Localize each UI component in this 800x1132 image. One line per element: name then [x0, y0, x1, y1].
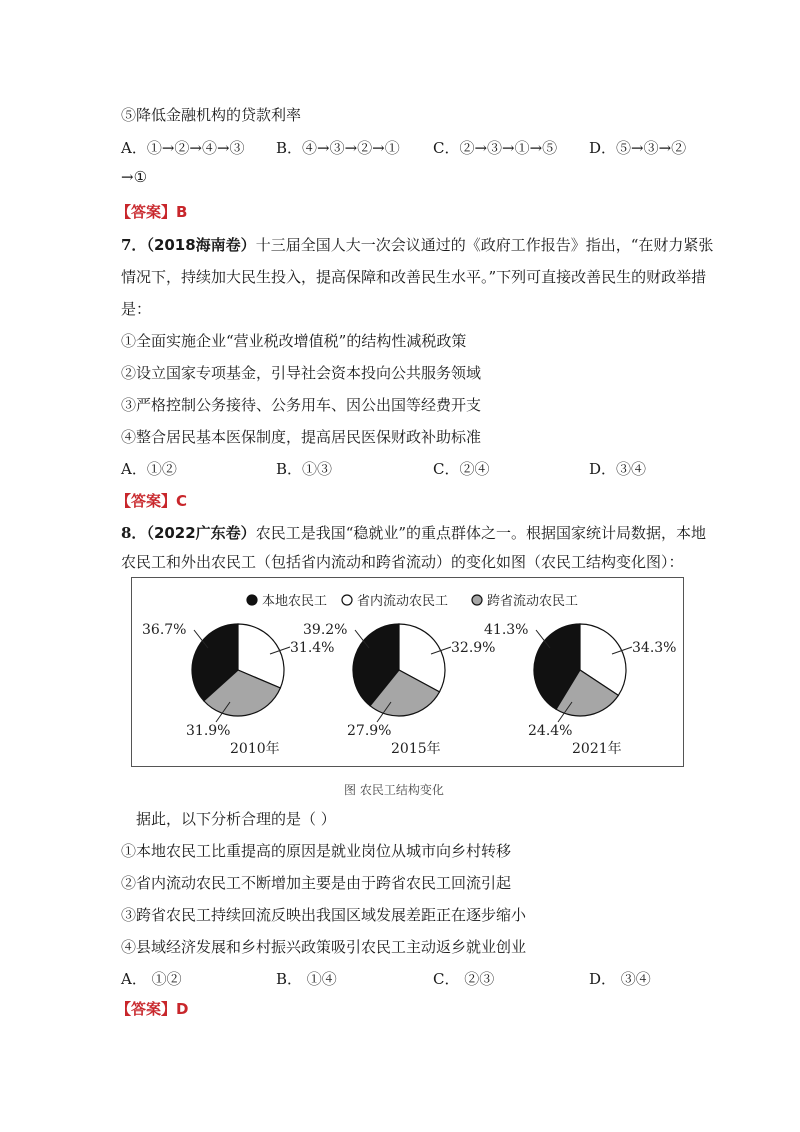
answer-value: B — [176, 203, 188, 221]
data-label-in-province: 34.3% — [632, 640, 677, 656]
q8-stem-text: 农民工是我国“稳就业”的重点群体之一。根据国家统计局数据，本地 — [255, 524, 707, 542]
pie-year-label: 2021年 — [572, 741, 622, 757]
legend-marker-1 — [247, 595, 257, 605]
prev-option-a: A．①→②→④→③ — [121, 139, 245, 157]
q7-option-b: B．①③ — [276, 460, 333, 478]
q8-lead: 据此，以下分析合理的是（ ） — [136, 810, 336, 828]
q8-item-2: ②省内流动农民工不断增加主要是由于跨省农民工回流引起 — [121, 874, 512, 892]
q7-stem-line3: 是： — [121, 300, 152, 318]
q8-option-a: A． ①② — [121, 970, 182, 988]
answer-value: D — [176, 1000, 189, 1018]
prev-option-b: B．④→③→②→① — [276, 139, 400, 157]
q7-answer — [116, 490, 187, 511]
q7-stem-line1 — [121, 234, 713, 255]
q7-number: 7． — [121, 236, 147, 254]
data-label-local: 41.3% — [484, 622, 529, 638]
answer-tag: 【答案】 — [116, 1000, 177, 1018]
q8-stem-line2: 农民工和外出农民工（包括省内流动和跨省流动）的变化如图（农民工结构变化图）： — [121, 553, 684, 571]
q8-option-d: D． ③④ — [589, 970, 651, 988]
q8-source: （2022广东卷） — [146, 524, 256, 542]
figure-caption: 图 农民工结构变化 — [344, 783, 444, 797]
legend-label-2: 省内流动农民工 — [357, 594, 449, 609]
q7-item-1: ①全面实施企业“营业税改增值税”的结构性减税政策 — [121, 332, 467, 350]
q8-item-1: ①本地农民工比重提高的原因是就业岗位从城市向乡村转移 — [121, 842, 512, 860]
data-label-cross-province: 27.9% — [347, 723, 392, 739]
data-label-in-province: 32.9% — [451, 640, 496, 656]
q7-source: （2018海南卷） — [146, 236, 256, 254]
prev-option-c: C．②→③→①→⑤ — [433, 139, 558, 157]
answer-tag: 【答案】 — [116, 203, 177, 221]
q8-item-4: ④县域经济发展和乡村振兴政策吸引农民工主动返乡就业创业 — [121, 938, 527, 956]
prev-item-5: ⑤降低金融机构的贷款利率 — [121, 106, 302, 124]
q8-option-b: B． ①④ — [276, 970, 337, 988]
pie-year-label: 2015年 — [391, 741, 441, 757]
answer-tag: 【答案】 — [116, 492, 177, 510]
data-label-local: 39.2% — [303, 622, 348, 638]
q7-item-2: ②设立国家专项基金，引导社会资本投向公共服务领域 — [121, 364, 482, 382]
data-label-cross-province: 24.4% — [528, 723, 573, 739]
q7-item-4: ④整合居民基本医保制度，提高居民医保财政补助标准 — [121, 428, 482, 446]
q7-option-d: D．③④ — [589, 460, 647, 478]
pie-chart-svg — [132, 578, 685, 768]
prev-option-d-cont: →① — [121, 168, 148, 186]
q7-option-a: A．①② — [121, 460, 177, 478]
answer-value: C — [176, 492, 188, 510]
q8-item-3: ③跨省农民工持续回流反映出我国区域发展差距正在逐步缩小 — [121, 906, 527, 924]
pie-chart-figure — [131, 577, 684, 767]
q8-stem-line1 — [121, 522, 706, 543]
data-label-cross-province: 31.9% — [186, 723, 231, 739]
q7-item-3: ③严格控制公务接待、公务用车、因公出国等经费开支 — [121, 396, 482, 414]
legend-marker-3 — [472, 595, 482, 605]
q8-answer — [116, 998, 188, 1019]
q8-number: 8． — [121, 524, 147, 542]
legend-label-3: 跨省流动农民工 — [487, 594, 579, 609]
legend-label-1: 本地农民工 — [262, 594, 328, 609]
pie-year-label: 2010年 — [230, 741, 280, 757]
q8-option-c: C． ②③ — [433, 970, 495, 988]
data-label-local: 36.7% — [142, 622, 187, 638]
q7-stem-text: 十三届全国人大一次会议通过的《政府工作报告》指出，“在财力紧张 — [255, 236, 714, 254]
q7-stem-line2: 情况下，持续加大民生投入，提高保障和改善民生水平。”下列可直接改善民生的财政举措 — [121, 268, 707, 286]
prev-option-d: D．⑤→③→② — [589, 139, 687, 157]
data-label-in-province: 31.4% — [290, 640, 335, 656]
q7-option-c: C．②④ — [433, 460, 490, 478]
legend-marker-2 — [342, 595, 352, 605]
prev-answer — [116, 201, 187, 222]
